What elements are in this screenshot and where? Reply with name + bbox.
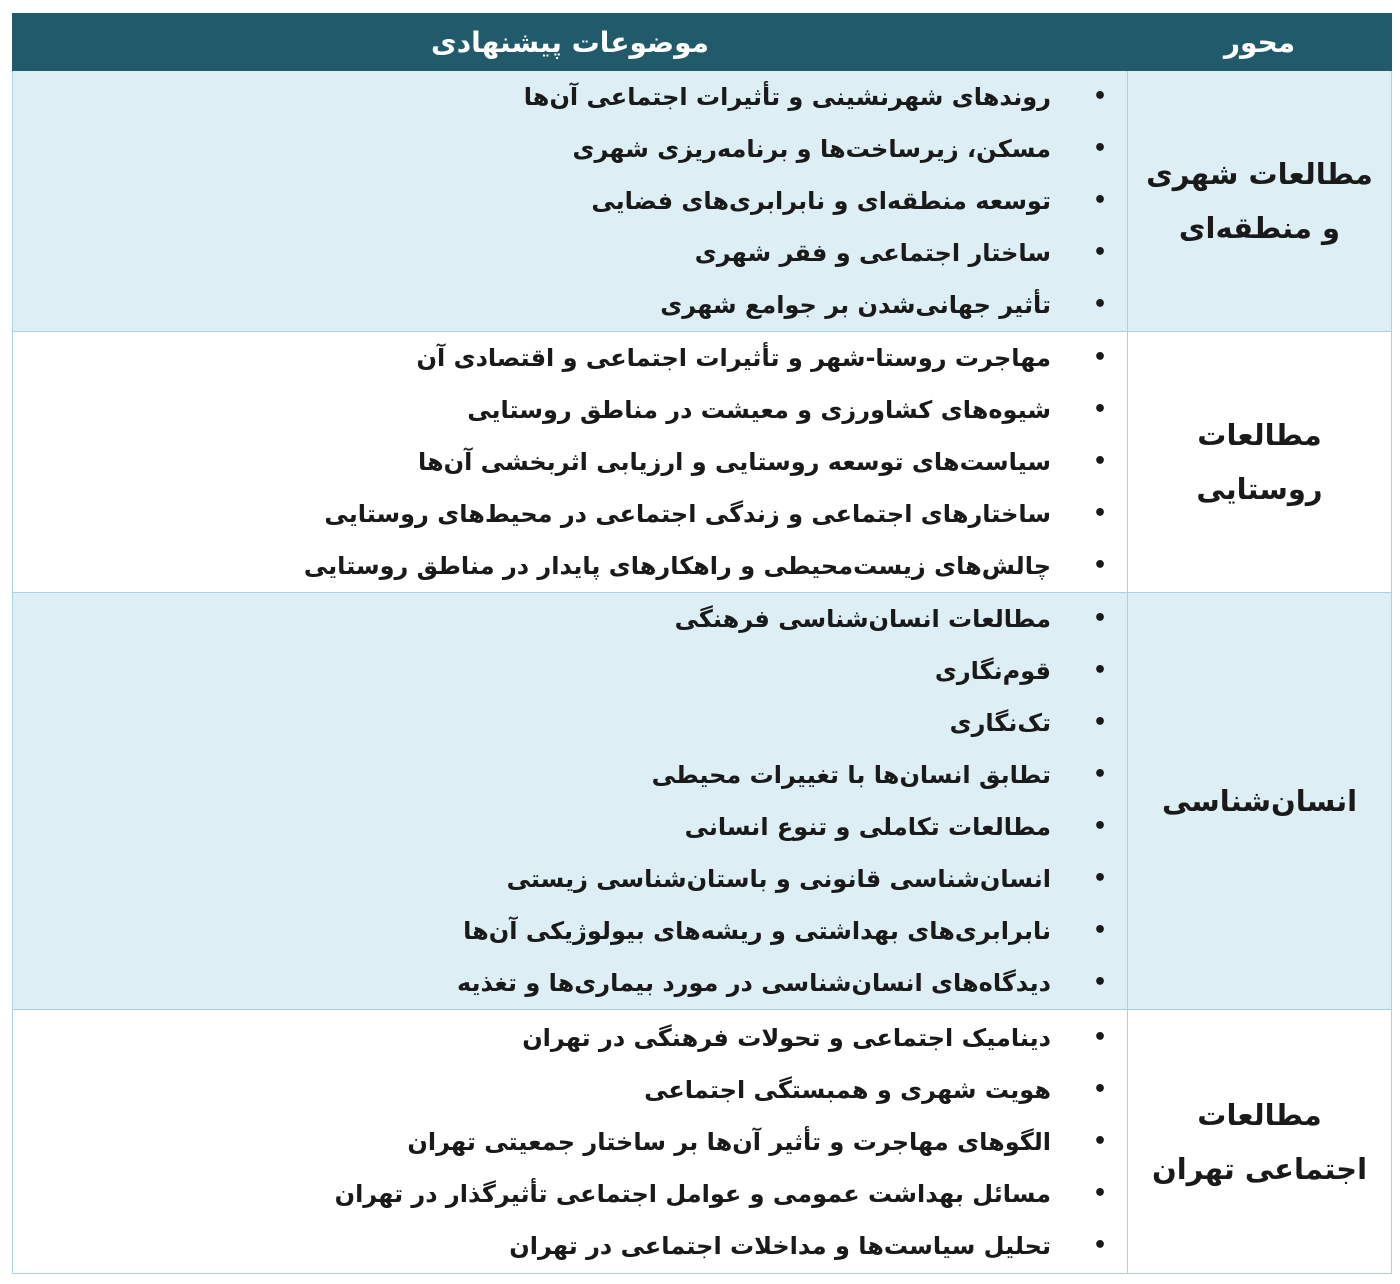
topics-cell — [13, 1010, 1128, 1274]
bullet-icon: • — [1092, 397, 1107, 422]
list-item — [13, 123, 1127, 175]
topic-text: روندهای شهرنشینی و تأثیرات اجتماعی آن‌ها — [523, 83, 1051, 111]
topic-text: مسکن، زیرساخت‌ها و برنامه‌ریزی شهری — [572, 135, 1051, 163]
axis-cell — [1128, 1010, 1392, 1274]
axis-line: مطالعات شهری — [1146, 157, 1373, 191]
list-item — [13, 227, 1127, 279]
topic-text: هویت شهری و همبستگی اجتماعی — [644, 1075, 1051, 1104]
topic-text: مسائل بهداشت عمومی و عوامل اجتماعی تأثیرگذار در تهران — [334, 1179, 1051, 1208]
table-row — [13, 71, 1392, 332]
axis-line: مطالعات — [1197, 418, 1322, 452]
bullet-icon: • — [1092, 762, 1107, 787]
list-item — [13, 905, 1127, 957]
bullet-icon: • — [1092, 918, 1107, 943]
bullet-icon: • — [1092, 345, 1107, 370]
axis-cell — [1128, 593, 1392, 1010]
bullet-icon: • — [1092, 866, 1107, 891]
bullet-icon: • — [1092, 240, 1107, 265]
axis-line: و منطقه‌ای — [1178, 211, 1341, 245]
bullet-icon: • — [1092, 970, 1107, 995]
topics-table-wrapper — [12, 13, 1391, 1270]
topic-text: دینامیک اجتماعی و تحولات فرهنگی در تهران — [522, 1023, 1051, 1052]
bullet-icon: • — [1092, 84, 1107, 109]
topics-cell — [13, 332, 1128, 593]
topic-text: نابرابری‌های بهداشتی و ریشه‌های بیولوژیکی آن‌ها — [463, 917, 1051, 945]
axis-line: مطالعات — [1197, 1097, 1322, 1132]
topic-text: شیوه‌های کشاورزی و معیشت در مناطق روستایی — [467, 396, 1051, 424]
list-item — [13, 593, 1127, 645]
list-item — [13, 384, 1127, 436]
topic-text: تأثیر جهانی‌شدن بر جوامع شهری — [660, 291, 1051, 319]
bullet-icon: • — [1092, 1180, 1107, 1206]
list-item — [13, 1116, 1127, 1168]
bullet-icon: • — [1092, 606, 1107, 631]
bullet-icon: • — [1092, 814, 1107, 839]
topic-text: قوم‌نگاری — [934, 657, 1051, 685]
axis-cell — [1128, 332, 1392, 593]
axis-line: روستایی — [1196, 472, 1323, 506]
bullet-icon: • — [1092, 1128, 1107, 1154]
list-item — [13, 853, 1127, 905]
list-item — [13, 645, 1127, 697]
topic-text: انسان‌شناسی قانونی و باستان‌شناسی زیستی — [506, 865, 1051, 893]
header-axis: محور — [1128, 14, 1392, 71]
bullet-icon: • — [1092, 658, 1107, 683]
bullet-icon: • — [1092, 1076, 1107, 1102]
bullet-icon: • — [1092, 553, 1107, 578]
topic-list — [13, 332, 1127, 592]
list-item — [13, 488, 1127, 540]
topic-text: ساختارهای اجتماعی و زندگی اجتماعی در محیط‌های روستایی — [324, 500, 1051, 528]
topic-text: دیدگاه‌های انسان‌شناسی در مورد بیماری‌ها و تغذیه — [456, 969, 1051, 997]
topics-table — [12, 13, 1392, 1274]
list-item — [13, 436, 1127, 488]
bullet-icon: • — [1092, 449, 1107, 474]
bullet-icon: • — [1092, 188, 1107, 213]
bullet-icon: • — [1092, 292, 1107, 317]
list-item — [13, 279, 1127, 331]
bullet-icon: • — [1092, 1232, 1107, 1258]
topic-list — [13, 593, 1127, 1009]
list-item — [13, 1012, 1127, 1064]
topics-cell — [13, 71, 1128, 332]
list-item — [13, 801, 1127, 853]
list-item — [13, 175, 1127, 227]
list-item — [13, 1168, 1127, 1220]
list-item — [13, 71, 1127, 123]
header-topics: موضوعات پیشنهادی — [13, 14, 1128, 71]
topic-text: مطالعات تکاملی و تنوع انسانی — [684, 813, 1051, 841]
list-item — [13, 957, 1127, 1009]
topic-text: الگوهای مهاجرت و تأثیر آن‌ها بر ساختار جمعیتی تهران — [407, 1127, 1051, 1156]
axis-line: اجتماعی تهران — [1151, 1151, 1368, 1186]
list-item — [13, 1220, 1127, 1272]
list-item — [13, 540, 1127, 592]
topic-text: مطالعات انسان‌شناسی فرهنگی — [674, 605, 1051, 633]
bullet-icon: • — [1092, 710, 1107, 735]
topic-text: توسعه منطقه‌ای و نابرابری‌های فضایی — [591, 187, 1051, 215]
table-row — [13, 1010, 1392, 1274]
topic-text: مهاجرت روستا-شهر و تأثیرات اجتماعی و اقتصادی آن — [416, 344, 1051, 372]
topic-text: ساختار اجتماعی و فقر شهری — [694, 239, 1051, 267]
topic-text: چالش‌های زیست‌محیطی و راهکارهای پایدار در مناطق روستایی — [303, 552, 1051, 580]
bullet-icon: • — [1092, 1024, 1107, 1050]
bullet-icon: • — [1092, 136, 1107, 161]
axis-line: انسان‌شناسی — [1161, 784, 1358, 818]
topic-text: سیاست‌های توسعه روستایی و ارزیابی اثربخشی آن‌ها — [417, 448, 1051, 476]
list-item — [13, 332, 1127, 384]
table-row — [13, 332, 1392, 593]
list-item — [13, 1064, 1127, 1116]
list-item — [13, 749, 1127, 801]
topic-list — [13, 71, 1127, 331]
topics-cell — [13, 593, 1128, 1010]
list-item — [13, 697, 1127, 749]
table-row — [13, 593, 1392, 1010]
topic-text: تحلیل سیاست‌ها و مداخلات اجتماعی در تهران — [509, 1231, 1051, 1260]
topic-text: تطابق انسان‌ها با تغییرات محیطی — [651, 761, 1051, 789]
topic-list — [13, 1012, 1127, 1272]
header-row — [13, 14, 1392, 71]
axis-cell — [1128, 71, 1392, 332]
topic-text: تک‌نگاری — [949, 709, 1051, 737]
bullet-icon: • — [1092, 501, 1107, 526]
